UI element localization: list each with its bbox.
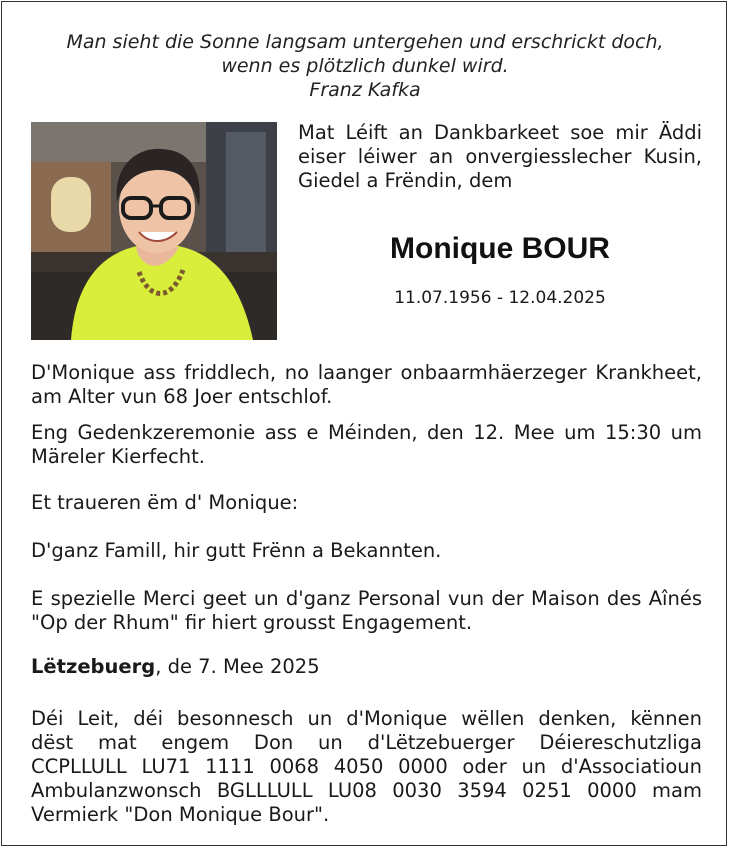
death-paragraph: D'Monique ass friddlech, no laanger onbaarmhäerzeger Krankheet, am Alter vun 68 Joer entschlof.: [31, 361, 702, 408]
deceased-name: Monique BOUR: [390, 232, 610, 265]
life-dates: 11.07.1956 - 12.04.2025: [394, 288, 606, 308]
donation-line: Vermierk "Don Monique Bour".: [31, 803, 330, 826]
donation-line: CCPLLULL LU71 1111 0068 4050 0000 oder un d'Associatioun: [31, 755, 702, 778]
mourners-list: D'ganz Famill, hir gutt Frënn a Bekannten.: [31, 539, 442, 562]
quote-line: wenn es plötzlich dunkel wird.: [221, 55, 509, 77]
portrait-photo: [31, 122, 277, 340]
ceremony-paragraph: Eng Gedenkzeremonie ass e Méinden, den 12. Mee um 15:30 um Märeler Kierfecht.: [31, 421, 702, 468]
thanks-paragraph: E spezielle Merci geet un d'ganz Personal vun der Maison des Aînés "Op der Rhum" fir hiert grousst Engagement.: [31, 587, 702, 634]
donation-line: Ambulanzwonsch BGLLLULL LU08 0030 3594 0251 0000 mam: [31, 779, 702, 802]
intro-text: Mat Léift an Dankbarkeet soe mir Äddi eiser léiwer an onvergiesslecher Kusin, Giedel a Frëndin, dem: [298, 121, 702, 192]
portrait-illustration: [31, 122, 277, 340]
quote-line: Man sieht die Sonne langsam untergehen und erschrickt doch,: [66, 31, 664, 53]
quote-block: [0, 30, 730, 102]
quote-author: Franz Kafka: [309, 79, 421, 101]
donation-line: dëst mat engem Don un d'Lëtzebuerger Déiereschutzliga: [31, 731, 702, 754]
place-date: [31, 655, 702, 679]
mourners-intro: Et traueren ëm d' Monique:: [31, 491, 299, 514]
donation-line: Déi Leit, déi besonnesch un d'Monique wëllen denken, kënnen: [31, 707, 702, 730]
donation-paragraph: [31, 707, 702, 827]
notice-date: , de 7. Mee 2025: [155, 655, 320, 678]
place-name: Lëtzebuerg: [31, 655, 156, 678]
